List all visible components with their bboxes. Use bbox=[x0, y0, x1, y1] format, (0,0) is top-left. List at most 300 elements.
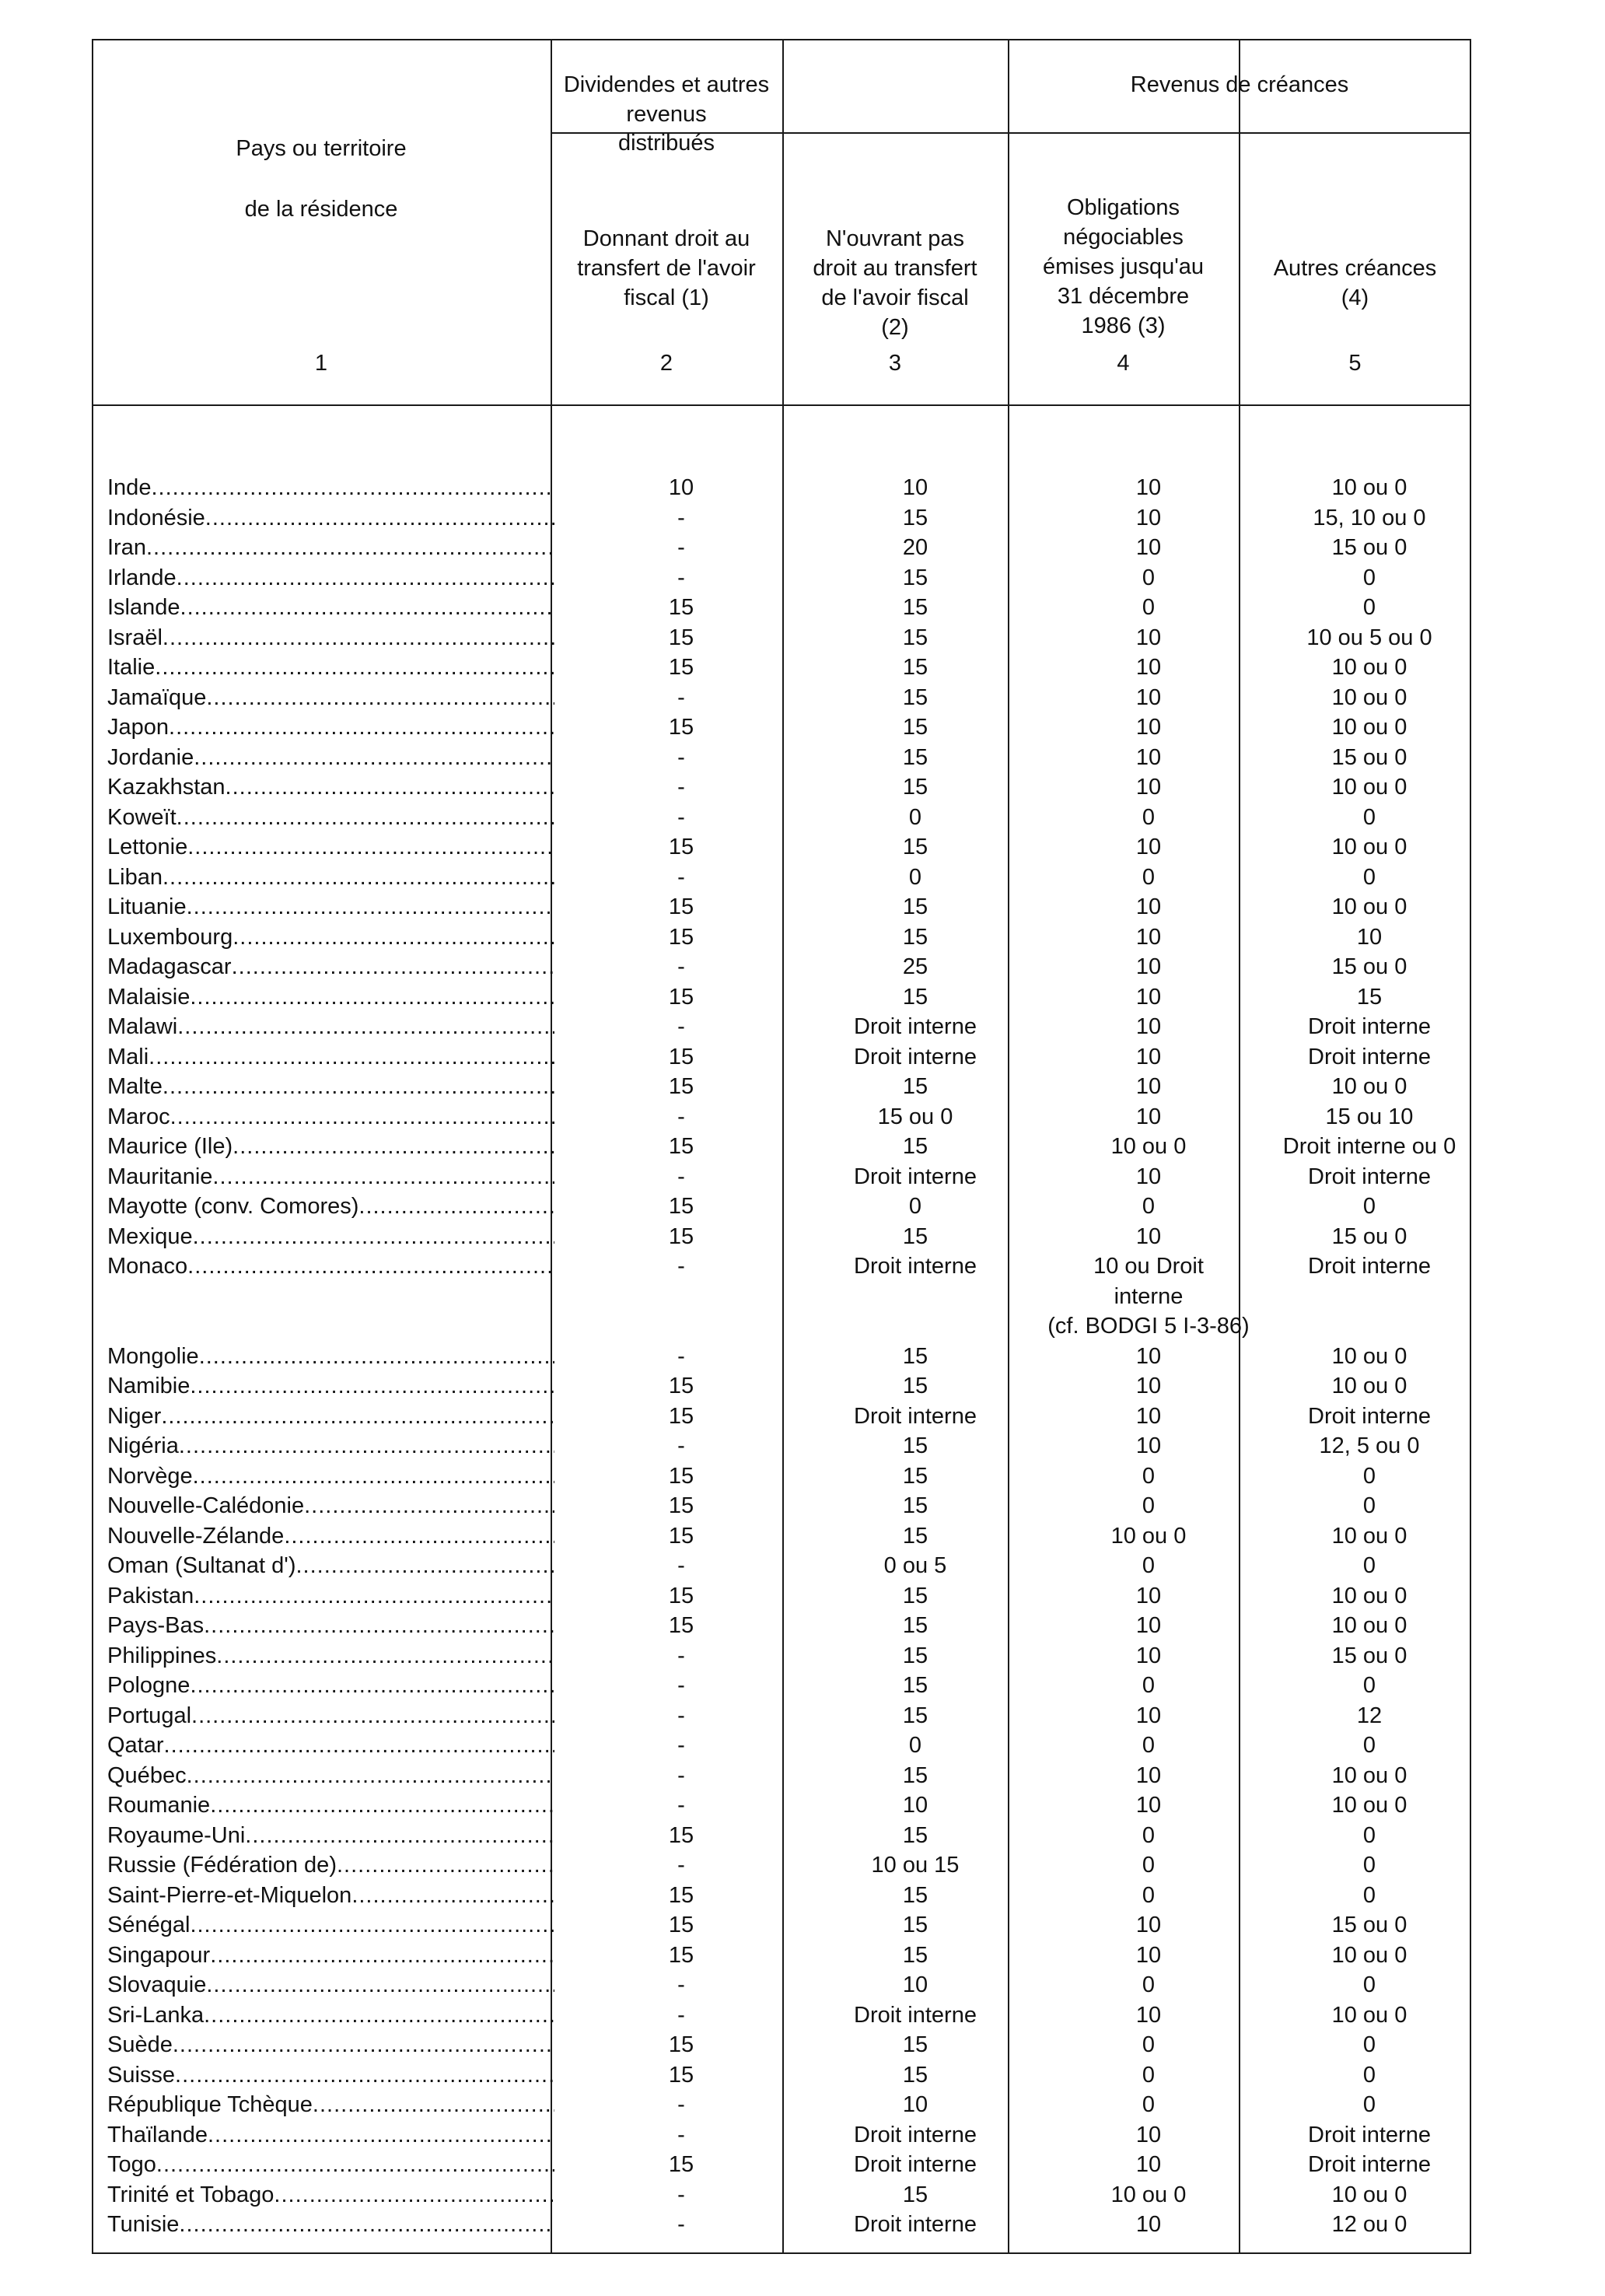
cell-autres-creances: 12 ou 0 bbox=[1331, 2212, 1407, 2237]
col1-subtitle: de la résidence bbox=[244, 197, 398, 222]
cell-autres-creances: 0 bbox=[1362, 1553, 1376, 1578]
table-row bbox=[92, 1521, 1471, 1552]
cell-sans-avoir-fiscal: 15 ou 0 bbox=[877, 1104, 953, 1129]
table-row bbox=[92, 892, 1471, 922]
table-row bbox=[92, 683, 1471, 713]
country-name bbox=[107, 1162, 554, 1192]
country-name bbox=[107, 1551, 554, 1581]
country-name bbox=[107, 563, 554, 593]
country-label: Namibie bbox=[107, 1374, 191, 1398]
cell-autres-creances: 0 bbox=[1362, 1733, 1376, 1758]
cell-obligations: 0 bbox=[1142, 1822, 1156, 1848]
cell-sans-avoir-fiscal: 15 bbox=[902, 655, 928, 680]
cell-obligations: 10 bbox=[1135, 984, 1162, 1010]
cell-obligations: 10 bbox=[1135, 954, 1162, 979]
cell-obligations: 0 bbox=[1142, 1733, 1156, 1758]
cell-avoir-fiscal: 15 bbox=[668, 1523, 694, 1549]
country-name bbox=[107, 1042, 554, 1073]
col2-header-line: transfert de l'avoir bbox=[577, 256, 756, 281]
table-row bbox=[92, 1581, 1471, 1612]
cell-autres-creances: 15 ou 0 bbox=[1331, 954, 1407, 979]
cell-avoir-fiscal: 10 bbox=[668, 475, 694, 500]
table-row bbox=[92, 743, 1471, 773]
country-name bbox=[107, 1431, 554, 1461]
cell-obligations: 0 bbox=[1142, 1853, 1156, 1878]
cell-autres-creances: 15, 10 ou 0 bbox=[1313, 505, 1426, 530]
cell-obligations: 10 bbox=[1135, 1583, 1162, 1608]
table-row bbox=[92, 1042, 1471, 1073]
cell-avoir-fiscal: 15 bbox=[668, 2062, 694, 2088]
table-row bbox=[92, 832, 1471, 863]
cell-autres-creances: 10 bbox=[1356, 924, 1383, 950]
country-name bbox=[107, 2090, 554, 2120]
col2-header-line: fiscal (1) bbox=[624, 285, 709, 310]
cell-obligations: 0 bbox=[1142, 1882, 1156, 1908]
cell-autres-creances: 10 ou 0 bbox=[1331, 1613, 1407, 1638]
cell-avoir-fiscal: - bbox=[677, 1014, 685, 1039]
cell-avoir-fiscal: - bbox=[677, 954, 685, 979]
country-name bbox=[107, 712, 554, 743]
cell-autres-creances: 10 ou 0 bbox=[1331, 2182, 1407, 2207]
cell-avoir-fiscal: 15 bbox=[668, 894, 694, 919]
cell-sans-avoir-fiscal: Droit interne bbox=[854, 1254, 977, 1279]
cell-sans-avoir-fiscal: Droit interne bbox=[854, 2152, 977, 2177]
cell-autres-creances: 0 bbox=[1362, 1853, 1376, 1878]
country-label: Monaco bbox=[107, 1254, 188, 1279]
country-label: Lettonie bbox=[107, 835, 188, 859]
country-label: Luxembourg bbox=[107, 924, 233, 950]
country-label: Malaisie bbox=[107, 984, 191, 1010]
cell-sans-avoir-fiscal: 15 bbox=[902, 1074, 928, 1099]
country-name bbox=[107, 683, 554, 713]
cell-avoir-fiscal: - bbox=[677, 535, 685, 560]
country-label: Qatar bbox=[107, 1733, 164, 1758]
cell-obligations: 10 bbox=[1135, 1164, 1162, 1189]
cell-obligations: 10 bbox=[1135, 1762, 1162, 1788]
cell-autres-creances: 10 ou 5 ou 0 bbox=[1306, 625, 1432, 650]
col3-header bbox=[782, 224, 1008, 342]
cell-obligations: 0 bbox=[1142, 864, 1156, 890]
table-row bbox=[92, 653, 1471, 683]
country-name bbox=[107, 2030, 554, 2060]
cell-sans-avoir-fiscal: 15 bbox=[902, 984, 928, 1010]
cell-autres-creances: 0 bbox=[1362, 1463, 1376, 1489]
cell-obligations: 0 bbox=[1142, 804, 1156, 830]
country-name bbox=[107, 922, 554, 953]
cell-sans-avoir-fiscal: 25 bbox=[902, 954, 928, 979]
cell-avoir-fiscal: 15 bbox=[668, 1882, 694, 1908]
cell-obligations: 0 bbox=[1142, 595, 1156, 620]
cell-obligations: 0 bbox=[1142, 1493, 1156, 1518]
cell-autres-creances: 0 bbox=[1362, 595, 1376, 620]
cell-obligations: 10 bbox=[1135, 1343, 1162, 1369]
country-name bbox=[107, 1251, 554, 1282]
country-label: Portugal bbox=[107, 1703, 192, 1728]
country-name bbox=[107, 593, 554, 623]
cell-sans-avoir-fiscal: 15 bbox=[902, 1223, 928, 1249]
cell-obligations: 10 bbox=[1135, 894, 1162, 919]
cell-autres-creances: 10 ou 0 bbox=[1331, 835, 1407, 859]
table-row bbox=[92, 2000, 1471, 2031]
cell-sans-avoir-fiscal: 15 bbox=[902, 894, 928, 919]
country-name bbox=[107, 1461, 554, 1492]
cell-avoir-fiscal: 15 bbox=[668, 1942, 694, 1968]
country-name bbox=[107, 1342, 554, 1372]
cell-sans-avoir-fiscal: 15 bbox=[902, 565, 928, 590]
cell-autres-creances: 15 ou 0 bbox=[1331, 1913, 1407, 1937]
cell-obligations: 10 bbox=[1135, 625, 1162, 650]
country-name bbox=[107, 1761, 554, 1791]
country-name bbox=[107, 1521, 554, 1552]
cell-autres-creances: 15 ou 0 bbox=[1331, 744, 1407, 770]
cell-autres-creances: 10 ou 0 bbox=[1331, 1583, 1407, 1608]
cell-obligations: 10 ou 0 bbox=[1110, 1134, 1187, 1159]
cell-sans-avoir-fiscal: 0 bbox=[908, 864, 922, 890]
table-row bbox=[92, 1402, 1471, 1432]
country-label: Pakistan bbox=[107, 1583, 194, 1608]
cell-sans-avoir-fiscal: 10 bbox=[902, 1972, 928, 1997]
country-label: Québec bbox=[107, 1762, 187, 1788]
cell-avoir-fiscal: - bbox=[677, 1703, 685, 1728]
cell-avoir-fiscal: 15 bbox=[668, 1463, 694, 1489]
table-row bbox=[92, 1881, 1471, 1911]
cell-obligations: 10 bbox=[1135, 1703, 1162, 1728]
cell-obligations: 0 bbox=[1142, 1194, 1156, 1219]
cell-autres-creances: Droit interne bbox=[1308, 1164, 1431, 1189]
cell-obligations: 10 bbox=[1135, 1403, 1162, 1429]
col5-header bbox=[1239, 254, 1471, 313]
col4-header-line: 1986 (3) bbox=[1081, 313, 1166, 338]
cell-avoir-fiscal: 15 bbox=[668, 1074, 694, 1099]
country-name bbox=[107, 1941, 554, 1971]
cell-avoir-fiscal: 15 bbox=[668, 1613, 694, 1638]
country-label: Mongolie bbox=[107, 1343, 199, 1369]
table-row bbox=[92, 1072, 1471, 1102]
cell-avoir-fiscal: 15 bbox=[668, 1913, 694, 1937]
cell-sans-avoir-fiscal: 0 bbox=[908, 1733, 922, 1758]
cell-obligations: 10 bbox=[1135, 475, 1162, 500]
cell-autres-creances: 0 bbox=[1362, 1882, 1376, 1908]
cell-autres-creances: 10 ou 0 bbox=[1331, 1343, 1407, 1369]
cell-autres-creances: 15 ou 0 bbox=[1331, 1223, 1407, 1249]
table-row bbox=[92, 1701, 1471, 1731]
country-name bbox=[107, 1102, 554, 1132]
col2-header bbox=[551, 224, 782, 313]
country-label: Iran bbox=[107, 535, 146, 560]
country-name bbox=[107, 1790, 554, 1821]
table-row bbox=[92, 1132, 1471, 1162]
country-label: Niger bbox=[107, 1403, 162, 1429]
table-row bbox=[92, 922, 1471, 953]
cell-sans-avoir-fiscal: 10 bbox=[902, 1793, 928, 1818]
cell-sans-avoir-fiscal: 0 bbox=[908, 1194, 922, 1219]
country-label: Malawi bbox=[107, 1014, 178, 1039]
cell-autres-creances: 10 ou 0 bbox=[1331, 1762, 1407, 1788]
cell-obligations: 0 bbox=[1142, 1972, 1156, 1997]
table-row bbox=[92, 1192, 1471, 1222]
table-row bbox=[92, 2090, 1471, 2120]
cell-avoir-fiscal: 15 bbox=[668, 655, 694, 680]
col1-number: 1 bbox=[314, 351, 328, 376]
table-row bbox=[92, 1790, 1471, 1821]
cell-autres-creances: 0 bbox=[1362, 804, 1376, 830]
cell-avoir-fiscal: 15 bbox=[668, 2152, 694, 2177]
group-dividends-line1: Dividendes et autres revenus bbox=[563, 72, 770, 127]
cell-obligations: 10 ou Droit bbox=[1093, 1254, 1204, 1279]
cell-autres-creances: 12, 5 ou 0 bbox=[1319, 1433, 1420, 1458]
cell-sans-avoir-fiscal: Droit interne bbox=[854, 2122, 977, 2147]
cell-autres-creances: Droit interne bbox=[1308, 1403, 1431, 1429]
country-name bbox=[107, 1970, 554, 2000]
cell-autres-creances: 10 ou 0 bbox=[1331, 1523, 1407, 1549]
cell-avoir-fiscal: - bbox=[677, 2182, 685, 2207]
cell-sans-avoir-fiscal: 15 bbox=[902, 775, 928, 800]
table-row bbox=[92, 1910, 1471, 1941]
cell-autres-creances: 0 bbox=[1362, 1493, 1376, 1518]
cell-avoir-fiscal: - bbox=[677, 1762, 685, 1788]
country-label: Suède bbox=[107, 2032, 173, 2057]
table-row bbox=[92, 1102, 1471, 1132]
cell-obligations: 10 bbox=[1135, 1793, 1162, 1818]
cell-avoir-fiscal: - bbox=[677, 775, 685, 800]
cell-sans-avoir-fiscal: Droit interne bbox=[854, 2002, 977, 2028]
cell-obligations: 0 bbox=[1142, 2032, 1156, 2057]
cell-autres-creances: 15 ou 10 bbox=[1325, 1104, 1414, 1129]
cell-obligations: 10 bbox=[1135, 1913, 1162, 1937]
cell-avoir-fiscal: 15 bbox=[668, 1583, 694, 1608]
country-name bbox=[107, 863, 554, 893]
country-label: Indonésie bbox=[107, 505, 205, 530]
country-label: Roumanie bbox=[107, 1793, 211, 1818]
cell-avoir-fiscal: 15 bbox=[668, 1403, 694, 1429]
country-name bbox=[107, 1671, 554, 1701]
cell-obligations: 0 bbox=[1142, 1553, 1156, 1578]
cell-autres-creances: 15 ou 0 bbox=[1331, 535, 1407, 560]
country-name bbox=[107, 1402, 554, 1432]
country-label: Slovaquie bbox=[107, 1972, 207, 1997]
country-name bbox=[107, 1012, 554, 1042]
cell-autres-creances: Droit interne bbox=[1308, 2122, 1431, 2147]
cell-avoir-fiscal: - bbox=[677, 1793, 685, 1818]
cell-obligations: 10 bbox=[1135, 1613, 1162, 1638]
cell-sans-avoir-fiscal: 15 bbox=[902, 2182, 928, 2207]
table-row bbox=[92, 772, 1471, 803]
col1-title: Pays ou territoire bbox=[236, 136, 407, 161]
cell-sans-avoir-fiscal: 10 bbox=[902, 2092, 928, 2117]
table-row bbox=[92, 1941, 1471, 1971]
cell-obligations: 10 bbox=[1135, 835, 1162, 859]
table-row bbox=[92, 1761, 1471, 1791]
country-name bbox=[107, 623, 554, 653]
country-name bbox=[107, 1581, 554, 1612]
cell-avoir-fiscal: - bbox=[677, 1853, 685, 1878]
country-label: Malte bbox=[107, 1074, 163, 1099]
cell-autres-creances: 15 bbox=[1356, 984, 1383, 1010]
cell-obligations: (cf. BODGI 5 I-3-86) bbox=[1047, 1314, 1250, 1339]
country-label: Sri-Lanka bbox=[107, 2002, 205, 2028]
cell-sans-avoir-fiscal: 15 bbox=[902, 625, 928, 650]
country-name bbox=[107, 503, 554, 534]
col5-header-line: (4) bbox=[1341, 285, 1369, 310]
cell-avoir-fiscal: 15 bbox=[668, 924, 694, 950]
table-row bbox=[92, 1222, 1471, 1252]
table-row bbox=[92, 1491, 1471, 1521]
cell-avoir-fiscal: - bbox=[677, 1643, 685, 1668]
cell-obligations: 10 bbox=[1135, 2212, 1162, 2237]
cell-sans-avoir-fiscal: 15 bbox=[902, 1882, 928, 1908]
cell-obligations: 10 bbox=[1135, 684, 1162, 710]
cell-sans-avoir-fiscal: 15 bbox=[902, 1673, 928, 1698]
cell-avoir-fiscal: 15 bbox=[668, 835, 694, 859]
table-row bbox=[92, 1821, 1471, 1851]
cell-obligations: 10 bbox=[1135, 1074, 1162, 1099]
country-label: Maroc bbox=[107, 1104, 170, 1129]
cell-avoir-fiscal: - bbox=[677, 1164, 685, 1189]
country-name bbox=[107, 2060, 554, 2091]
country-label: Nigéria bbox=[107, 1433, 179, 1458]
cell-sans-avoir-fiscal: Droit interne bbox=[854, 2212, 977, 2237]
cell-avoir-fiscal: - bbox=[677, 1433, 685, 1458]
cell-avoir-fiscal: - bbox=[677, 2002, 685, 2028]
country-label: Suisse bbox=[107, 2062, 176, 2088]
cell-obligations: 10 bbox=[1135, 1104, 1162, 1129]
table-row bbox=[92, 473, 1471, 503]
country-name bbox=[107, 892, 554, 922]
col4-header-line: Obligations bbox=[1066, 195, 1180, 220]
country-label: Thaïlande bbox=[107, 2122, 208, 2147]
cell-avoir-fiscal: 15 bbox=[668, 2032, 694, 2057]
header-bottom-rule bbox=[92, 404, 1471, 406]
country-label: Nouvelle-Zélande bbox=[107, 1523, 285, 1549]
cell-sans-avoir-fiscal: 15 bbox=[902, 1613, 928, 1638]
table-row bbox=[92, 1970, 1471, 2000]
country-name bbox=[107, 772, 554, 803]
cell-obligations: 10 bbox=[1135, 1643, 1162, 1668]
col4-header-line: émises jusqu'au bbox=[1042, 254, 1205, 279]
country-label: Koweït bbox=[107, 804, 177, 830]
table-row bbox=[92, 503, 1471, 534]
col4-header bbox=[1008, 193, 1239, 341]
country-label: Israël bbox=[107, 625, 163, 650]
cell-sans-avoir-fiscal: 15 bbox=[902, 1583, 928, 1608]
cell-sans-avoir-fiscal: 10 bbox=[902, 475, 928, 500]
country-label: Oman (Sultanat d') bbox=[107, 1553, 296, 1578]
cell-obligations: 10 ou 0 bbox=[1110, 1523, 1187, 1549]
table-row bbox=[92, 803, 1471, 833]
cell-autres-creances: Droit interne bbox=[1308, 1044, 1431, 1069]
cell-sans-avoir-fiscal: 15 bbox=[902, 1822, 928, 1848]
cell-sans-avoir-fiscal: 15 bbox=[902, 2032, 928, 2057]
country-name bbox=[107, 982, 554, 1013]
cell-obligations: 10 bbox=[1135, 535, 1162, 560]
cell-autres-creances: Droit interne bbox=[1308, 1014, 1431, 1039]
cell-autres-creances: 10 ou 0 bbox=[1331, 715, 1407, 740]
country-label: Sénégal bbox=[107, 1913, 191, 1937]
cell-sans-avoir-fiscal: 15 bbox=[902, 1913, 928, 1937]
country-name bbox=[107, 1072, 554, 1102]
cell-autres-creances: 0 bbox=[1362, 1194, 1376, 1219]
cell-avoir-fiscal: 15 bbox=[668, 625, 694, 650]
country-label: Singapour bbox=[107, 1942, 211, 1968]
table-row bbox=[92, 2030, 1471, 2060]
table-row bbox=[92, 1731, 1471, 1761]
country-name bbox=[107, 1850, 554, 1881]
country-name bbox=[107, 533, 554, 563]
cell-avoir-fiscal: - bbox=[677, 1254, 685, 1279]
cell-sans-avoir-fiscal: 15 bbox=[902, 595, 928, 620]
table-row bbox=[92, 1611, 1471, 1641]
col5-header-line: Autres créances bbox=[1273, 256, 1437, 281]
col2-number: 2 bbox=[659, 351, 673, 376]
cell-autres-creances: 10 ou 0 bbox=[1331, 1074, 1407, 1099]
cell-avoir-fiscal: 15 bbox=[668, 715, 694, 740]
cell-obligations: 0 bbox=[1142, 2092, 1156, 2117]
table-row bbox=[92, 593, 1471, 623]
cell-obligations: 10 bbox=[1135, 775, 1162, 800]
cell-sans-avoir-fiscal: Droit interne bbox=[854, 1403, 977, 1429]
cell-sans-avoir-fiscal: 15 bbox=[902, 744, 928, 770]
cell-avoir-fiscal: - bbox=[677, 1733, 685, 1758]
table-row bbox=[92, 2120, 1471, 2151]
cell-autres-creances: 10 ou 0 bbox=[1331, 1374, 1407, 1398]
cell-obligations: 10 bbox=[1135, 715, 1162, 740]
col3-number: 3 bbox=[888, 351, 902, 376]
table-row bbox=[92, 563, 1471, 593]
group-creances-title: Revenus de créances bbox=[1130, 72, 1349, 97]
country-label: Pays-Bas bbox=[107, 1613, 205, 1638]
table-row bbox=[92, 533, 1471, 563]
cell-autres-creances: 12 bbox=[1356, 1703, 1383, 1728]
country-label: Pologne bbox=[107, 1673, 191, 1698]
cell-avoir-fiscal: 15 bbox=[668, 1223, 694, 1249]
table-row bbox=[92, 2060, 1471, 2091]
table-row bbox=[92, 1671, 1471, 1701]
col2-header-line: Donnant droit au bbox=[582, 226, 750, 251]
country-name bbox=[107, 803, 554, 833]
cell-autres-creances: 0 bbox=[1362, 2062, 1376, 2088]
country-label: Togo bbox=[107, 2152, 156, 2177]
cell-sans-avoir-fiscal: 0 ou 5 bbox=[883, 1553, 947, 1578]
cell-sans-avoir-fiscal: 15 bbox=[902, 1493, 928, 1518]
country-name bbox=[107, 1371, 554, 1402]
table-row bbox=[92, 1431, 1471, 1461]
table-row bbox=[92, 982, 1471, 1013]
cell-avoir-fiscal: - bbox=[677, 1104, 685, 1129]
col4-header-line: 31 décembre bbox=[1057, 284, 1190, 309]
cell-autres-creances: 15 ou 0 bbox=[1331, 1643, 1407, 1668]
country-name bbox=[107, 2180, 554, 2210]
table-row bbox=[92, 952, 1471, 982]
country-name bbox=[107, 653, 554, 683]
cell-avoir-fiscal: 15 bbox=[668, 1822, 694, 1848]
cell-avoir-fiscal: - bbox=[677, 1972, 685, 1997]
cell-obligations: interne bbox=[1114, 1283, 1184, 1309]
country-label: Jamaïque bbox=[107, 684, 207, 710]
country-name bbox=[107, 1611, 554, 1641]
cell-avoir-fiscal: 15 bbox=[668, 984, 694, 1010]
cell-avoir-fiscal: - bbox=[677, 744, 685, 770]
country-label: Japon bbox=[107, 715, 170, 740]
cell-autres-creances: 10 ou 0 bbox=[1331, 684, 1407, 710]
country-label: Saint-Pierre-et-Miquelon bbox=[107, 1882, 352, 1908]
country-label: Tunisie bbox=[107, 2212, 180, 2237]
country-label: Nouvelle-Calédonie bbox=[107, 1493, 305, 1518]
table-row bbox=[92, 1551, 1471, 1581]
cell-sans-avoir-fiscal: Droit interne bbox=[854, 1044, 977, 1069]
cell-avoir-fiscal: - bbox=[677, 2212, 685, 2237]
table-row bbox=[92, 1342, 1471, 1372]
cell-autres-creances: 10 ou 0 bbox=[1331, 775, 1407, 800]
